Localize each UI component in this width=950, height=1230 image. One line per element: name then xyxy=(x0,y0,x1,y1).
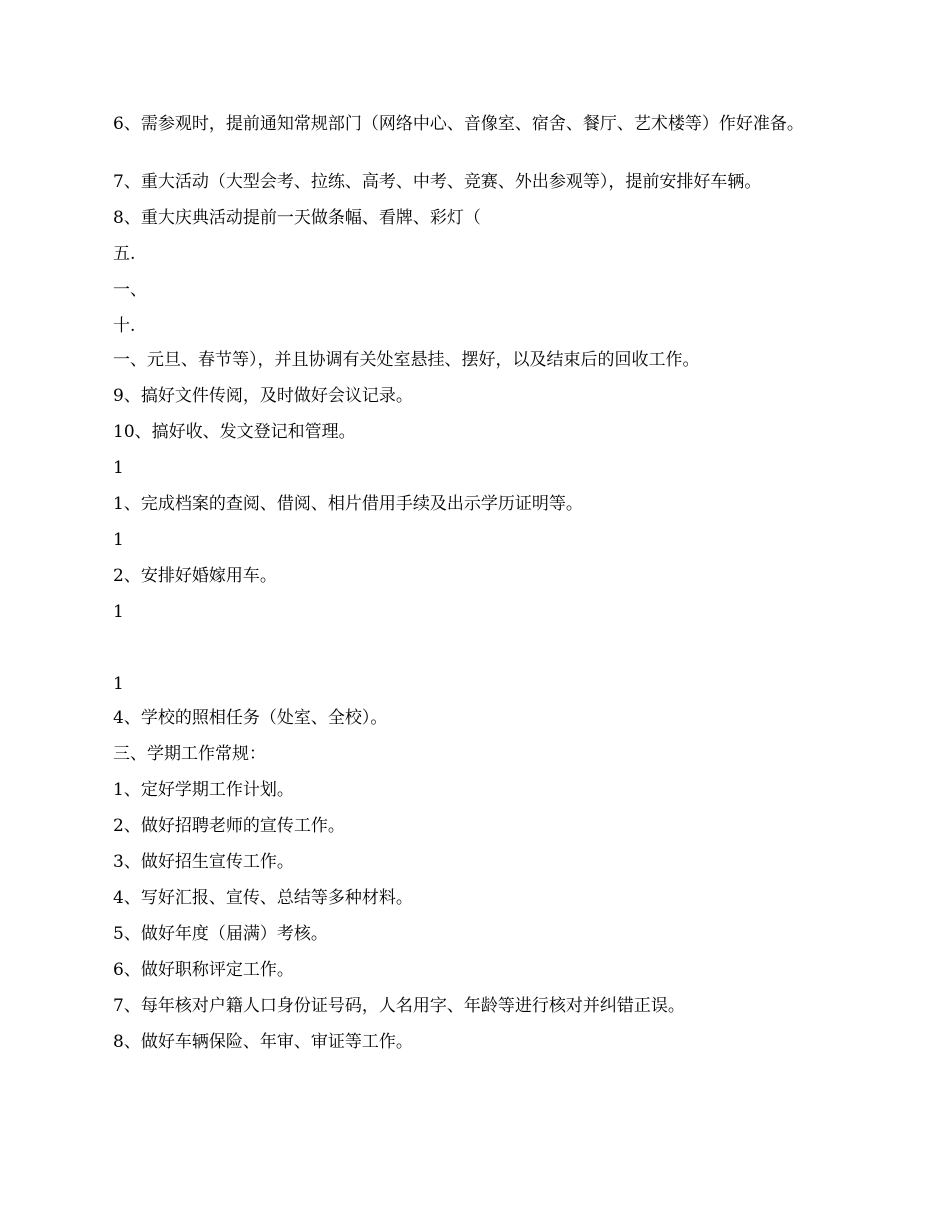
paragraph-line: 一、 xyxy=(113,280,147,300)
paragraph-line: 五. xyxy=(113,244,136,264)
paragraph-line: 1 xyxy=(113,674,124,694)
paragraph-line: 4、学校的照相任务（处室、全校）。 xyxy=(113,708,388,728)
paragraph-line: 5、做好年度（届满）考核。 xyxy=(113,924,328,944)
paragraph-line: 3、做好招生宣传工作。 xyxy=(113,852,294,872)
paragraph-line: 1 xyxy=(113,602,124,622)
paragraph-line: 9、搞好文件传阅，及时做好会议记录。 xyxy=(113,386,413,406)
paragraph-line: 7、每年核对户籍人口身份证号码，人名用字、年龄等进行核对并纠错正误。 xyxy=(113,996,685,1016)
section-heading: 三、学期工作常规： xyxy=(113,744,266,764)
paragraph-line: 7、重大活动（大型会考、拉练、高考、中考、竞赛、外出参观等），提前安排好车辆。 xyxy=(113,172,762,192)
paragraph-line: 6、做好职称评定工作。 xyxy=(113,960,294,980)
paragraph-line: 8、做好车辆保险、年审、审证等工作。 xyxy=(113,1032,413,1052)
paragraph-line: 2、安排好婚嫁用车。 xyxy=(113,566,277,586)
paragraph-line: 1、定好学期工作计划。 xyxy=(113,780,294,800)
paragraph-line: 2、做好招聘老师的宣传工作。 xyxy=(113,816,345,836)
paragraph-line: 1 xyxy=(113,530,124,550)
paragraph-line: 十. xyxy=(113,316,136,336)
paragraph-line: 1、完成档案的查阅、借阅、相片借用手续及出示学历证明等。 xyxy=(113,494,583,514)
paragraph-line: 4、写好汇报、宣传、总结等多种材料。 xyxy=(113,888,413,908)
paragraph-line: 1 xyxy=(113,458,124,478)
paragraph-line: 8、重大庆典活动提前一天做条幅、看牌、彩灯（ xyxy=(113,208,481,228)
paragraph-line: 6、需参观时，提前通知常规部门（网络中心、音像室、宿舍、餐厅、艺术楼等）作好准备。 xyxy=(113,114,804,134)
paragraph-line: 10、搞好收、发文登记和管理。 xyxy=(113,422,356,442)
paragraph-line: 一、元旦、春节等），并且协调有关处室悬挂、摆好，以及结束后的回收工作。 xyxy=(113,350,700,370)
